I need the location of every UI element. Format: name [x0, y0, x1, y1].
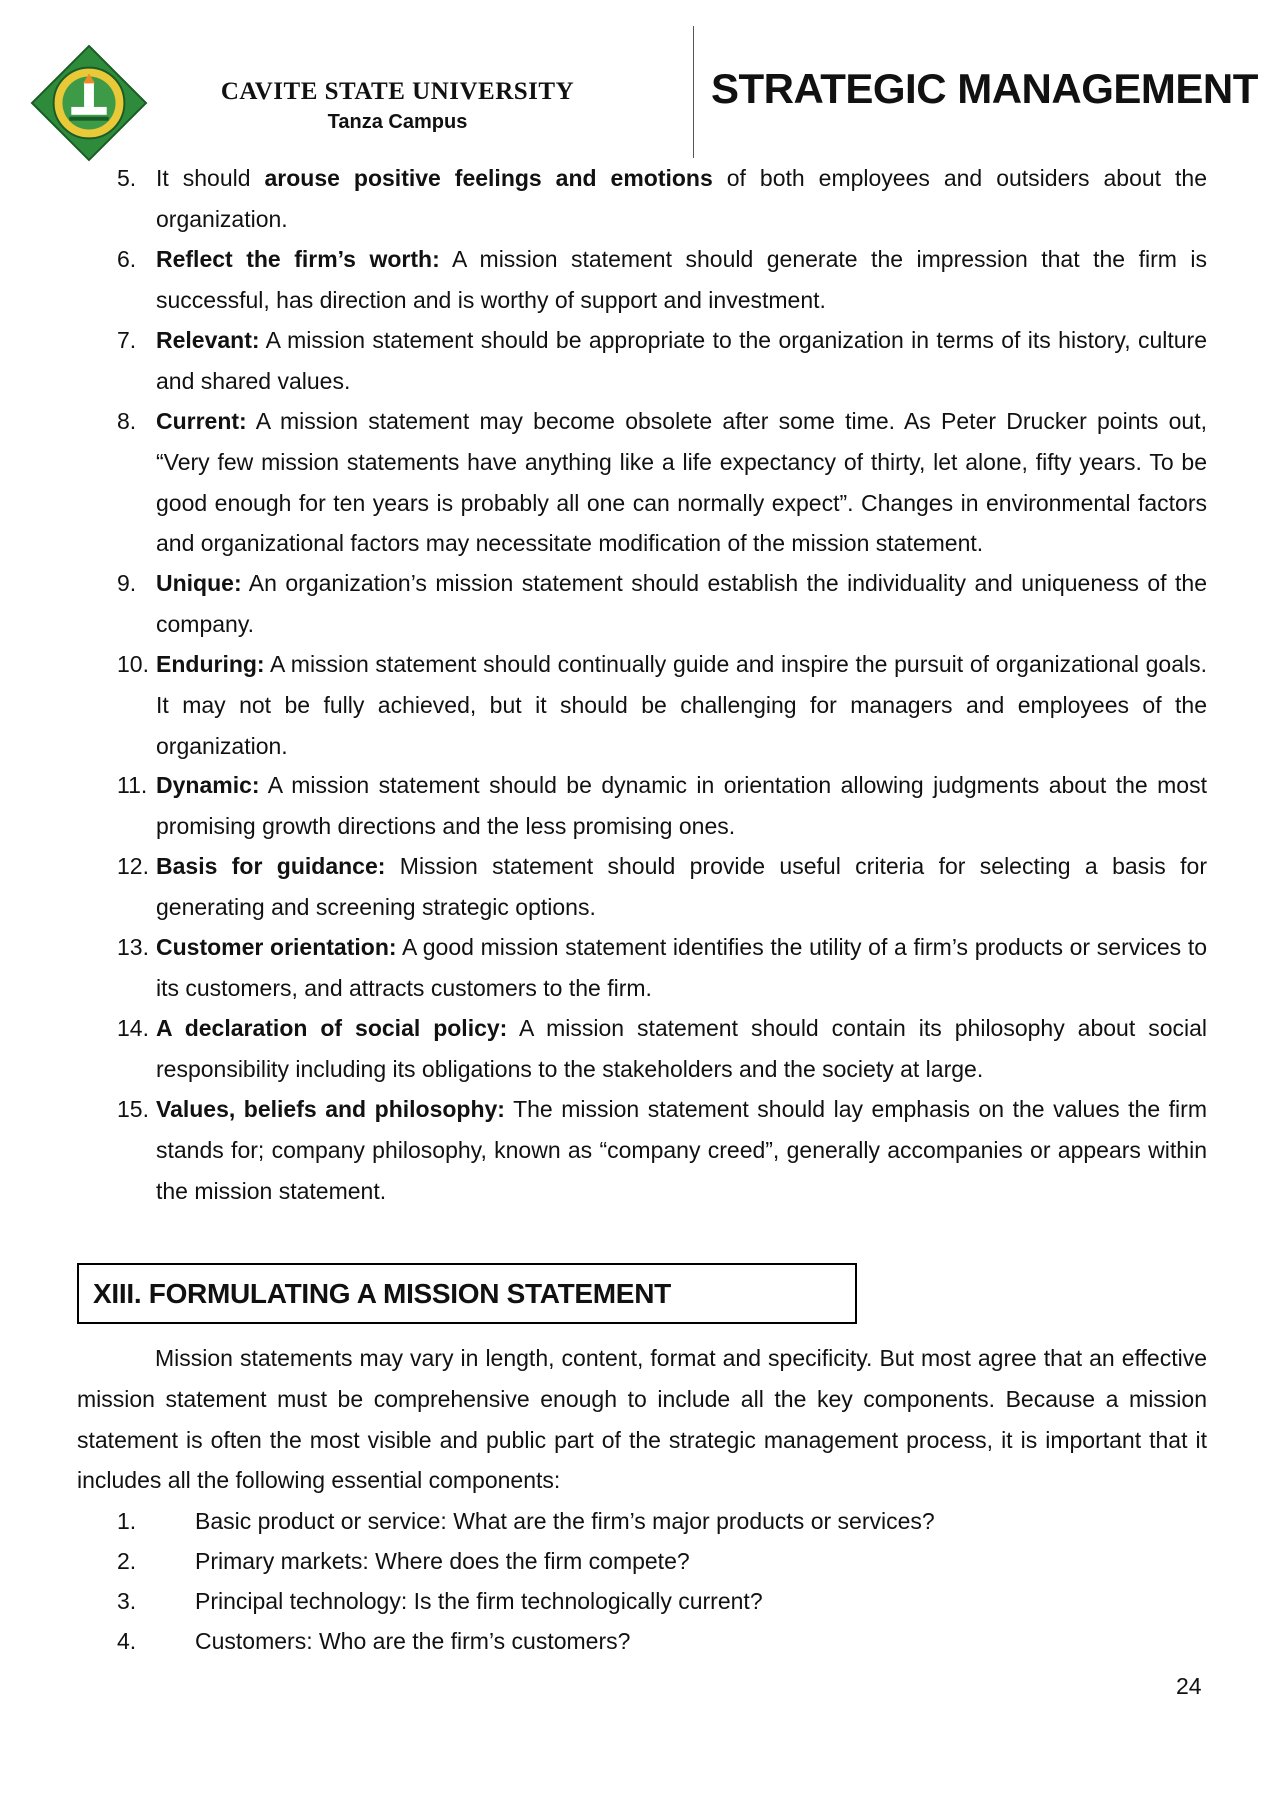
list-item	[117, 401, 1207, 564]
item-term: Enduring:	[156, 651, 265, 677]
item-term: Dynamic:	[156, 772, 260, 798]
item-number: 14.	[117, 1015, 149, 1041]
item-text: A mission statement should contain its philosophy about social responsibility including its obligations to the stakeholders and the society at large.	[156, 1015, 1208, 1082]
item-text: A good mission statement identifies the utility of a firm’s products or services to its customers, and attracts customers to the firm.	[156, 934, 1208, 1001]
item-text: A mission statement should generate the impression that the firm is successful, has direction and is worthy of support and investment.	[156, 246, 1207, 313]
item-number: 15.	[117, 1096, 149, 1122]
item-term: Basis for guidance:	[156, 853, 386, 879]
component-number: 2.	[117, 1548, 137, 1574]
item-term: Customer orientation:	[156, 934, 397, 960]
item-text: A mission statement should be appropriate to the organization in terms of its history, culture and shared values.	[156, 327, 1207, 394]
list-item	[117, 927, 1207, 1009]
list-item	[117, 158, 1207, 240]
item-number: 9.	[117, 570, 137, 596]
list-item	[117, 765, 1207, 847]
item-term: Values, beliefs and philosophy:	[156, 1096, 505, 1122]
campus-name: Tanza Campus	[327, 111, 468, 133]
section-title: XIII. FORMULATING A MISSION STATEMENT	[93, 1278, 671, 1309]
item-term: arouse positive feelings and emotions	[264, 165, 713, 191]
item-number: 6.	[117, 246, 137, 272]
component-number: 3.	[117, 1588, 137, 1614]
list-item	[117, 1089, 1207, 1211]
page-header	[0, 0, 1272, 160]
list-item	[117, 644, 1207, 766]
component-text: Primary markets: Where does the firm compete?	[195, 1548, 690, 1574]
item-text: Mission statement should provide useful criteria for selecting a basis for generating and screening strategic options.	[156, 853, 1207, 920]
item-term: Current:	[156, 408, 247, 434]
header-divider	[693, 26, 694, 158]
item-text: A mission statement should be dynamic in orientation allowing judgments about the most promising growth directions and the less promising ones.	[156, 772, 1207, 839]
item-text: The mission statement should lay emphasis on the values the firm stands for; company philosophy, known as “company creed”, generally accompanies or appears within the mission statement.	[156, 1096, 1207, 1204]
item-term: Reflect the firm’s worth:	[156, 246, 440, 272]
item-term: A declaration of social policy:	[156, 1015, 508, 1041]
item-number: 13.	[117, 934, 149, 960]
item-term: Relevant:	[156, 327, 260, 353]
list-item	[117, 239, 1207, 321]
component-text: Principal technology: Is the firm technologically current?	[195, 1588, 763, 1614]
item-number: 11.	[117, 772, 148, 798]
item-number: 12.	[117, 853, 149, 879]
item-number: 7.	[117, 327, 137, 353]
document-title: STRATEGIC MANAGEMENT	[711, 65, 1258, 112]
page-number: 24	[1176, 1673, 1202, 1699]
item-pre: It should	[156, 165, 265, 191]
list-item	[117, 563, 1207, 645]
component-number: 4.	[117, 1628, 137, 1654]
component-number: 1.	[117, 1508, 137, 1534]
item-number: 10.	[117, 651, 149, 677]
component-text: Customers: Who are the firm’s customers?	[195, 1628, 631, 1654]
item-number: 8.	[117, 408, 137, 434]
section-paragraph: Mission statements may vary in length, content, format and specificity. But most agree that an effective mission statement must be comprehensive enough to include all the key components. Because a mission statement is often the most visible and public part of the strategic management process, it is important that it includes all the following essential components:	[77, 1345, 1207, 1494]
section-heading-box	[77, 1263, 857, 1324]
item-term: Unique:	[156, 570, 242, 596]
item-number: 5.	[117, 165, 137, 191]
list-item	[117, 1008, 1207, 1090]
list-item	[117, 320, 1207, 402]
item-text: An organization’s mission statement should establish the individuality and uniqueness of the company.	[156, 570, 1207, 637]
university-seal-icon	[30, 44, 148, 162]
item-text: A mission statement should continually guide and inspire the pursuit of organizational goals. It may not be fully achieved, but it should be challenging for managers and employees of the organization.	[156, 651, 1207, 759]
item-text: of both employees and outsiders about the organization.	[156, 165, 1207, 232]
list-item	[117, 846, 1207, 928]
item-text: A mission statement may become obsolete after some time. As Peter Drucker points out, “Very few mission statements have anything like a life expectancy of thirty, let alone, fifty years. To be good enough for ten years is probably all one can normally expect”. Changes in environmental factors and organizational factors may necessitate modification of the mission statement.	[156, 408, 1207, 557]
component-text: Basic product or service: What are the firm’s major products or services?	[195, 1508, 935, 1534]
university-name: CAVITE STATE UNIVERSITY	[220, 78, 575, 105]
